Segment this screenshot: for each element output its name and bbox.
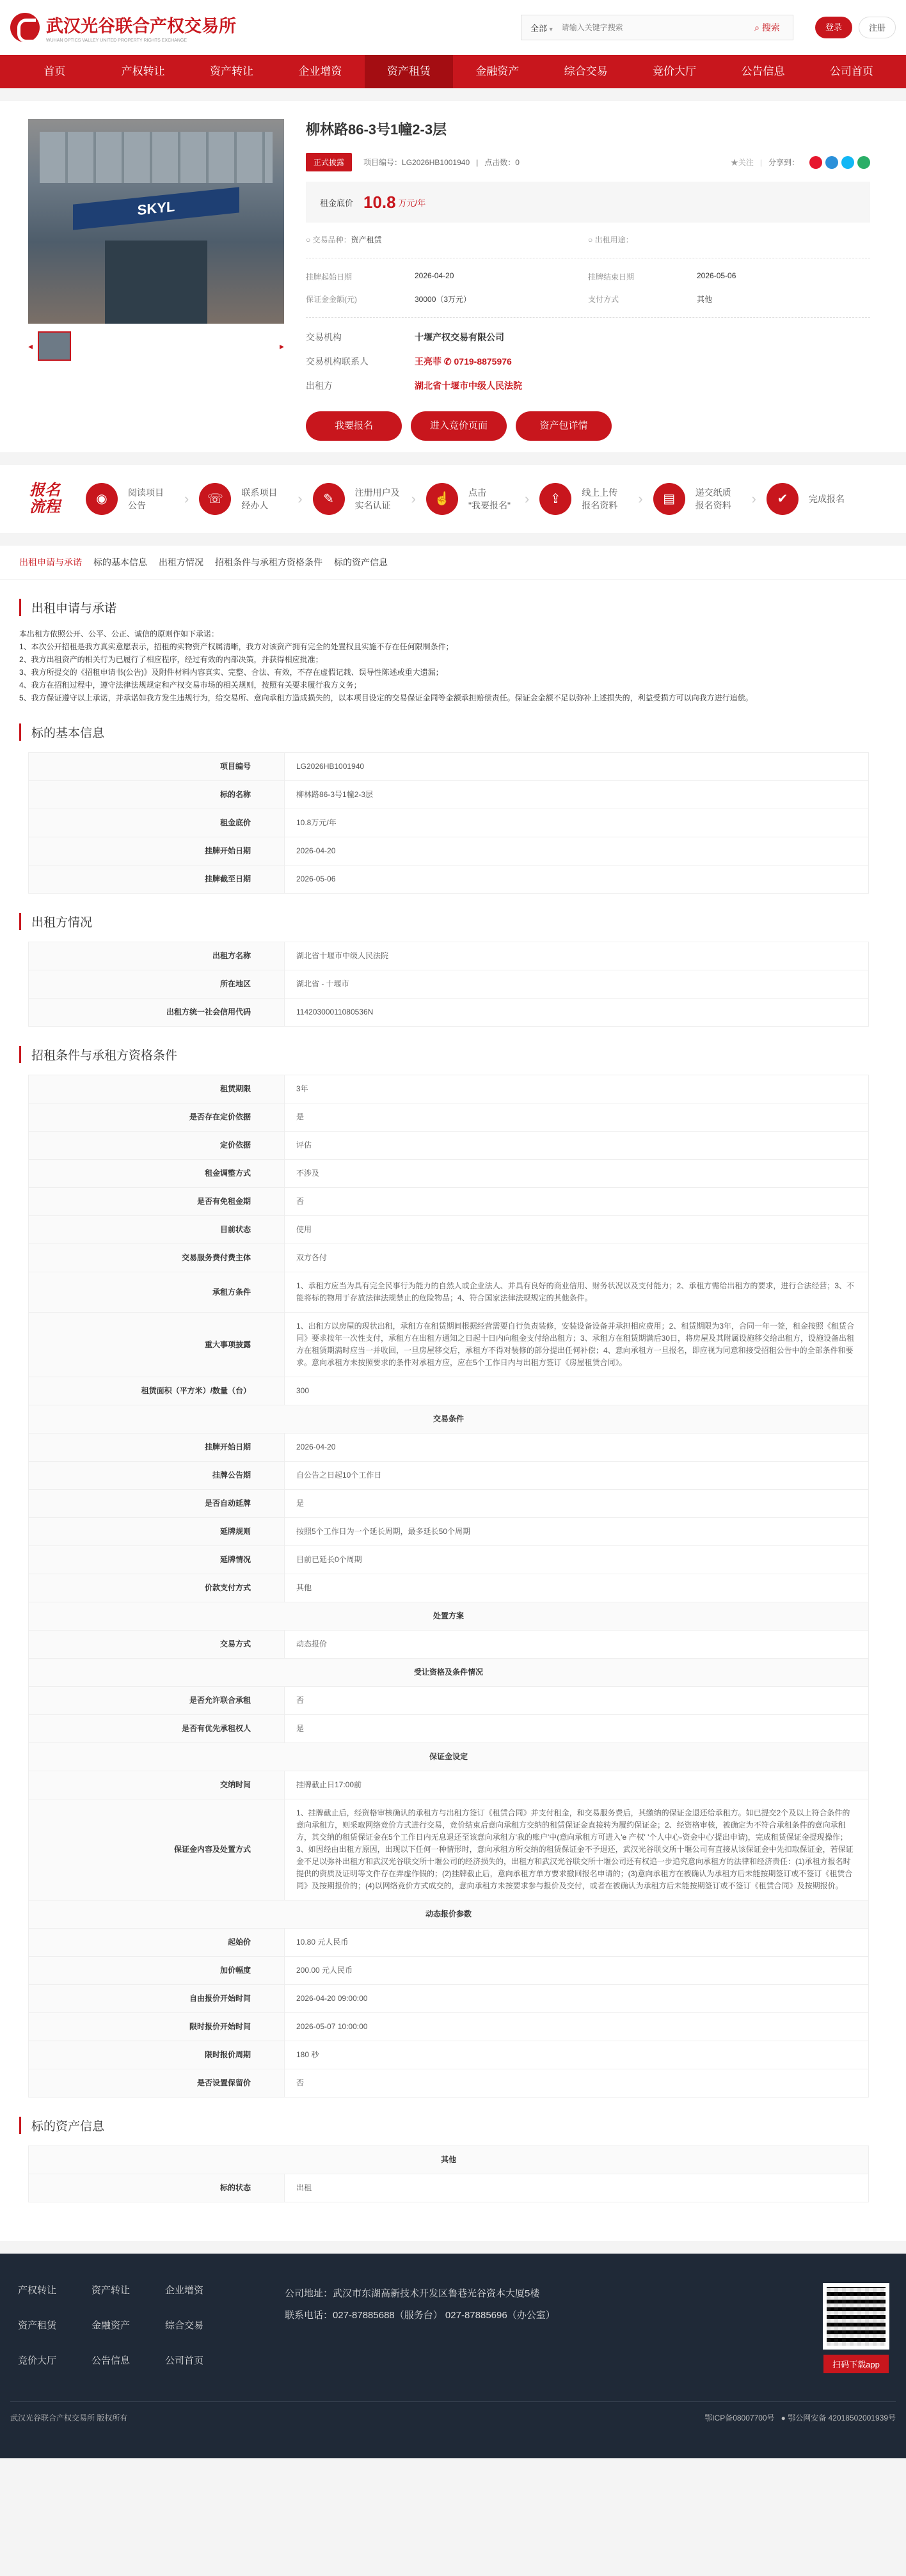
table-value: 否 [285,1188,869,1216]
project-summary: SKYL ◂ ▸ 柳林路86-3号1幢2-3层 正式披露 项目编号： LG2026HB1001940 | 点击数： 0 ★关注 | 分享到： 租金底价 10.8 万元/年 ○ 交易品种：资产租赁 ○ 出租用途： 挂牌起始日期 2026-04-20 挂牌结束日期 2026-05-06 保证金金额(元) 30000（3万元） 支付方式 其他 交易机构 十堰产权交易有限公司 交易机构联系人 王亮菲 ✆ 0719-8875976 出租方 湖北省十堰市中级人民法院 我要报名 进入竞价页面 资产包详情 [0,101,906,452]
signup-button[interactable]: 我要报名 [306,411,402,441]
step-label [809,493,860,505]
table-key: 标的状态 [29,2174,285,2202]
step-line: 报名资料 [695,500,731,510]
table-row [29,942,869,970]
table-row [29,1405,869,1434]
table-key: 租赁期限 [29,1075,285,1103]
info-value: 其他 [697,295,713,304]
tab-item[interactable]: 标的基本信息 [93,557,147,567]
logo-icon [10,13,40,42]
table-group-header: 其他 [29,2146,869,2174]
table-value: 湖北省十堰市中级人民法院 [285,942,869,970]
commit-line: 2、我方出租资产的相关行为已履行了相应程序，经过有效的内部决策，并获得相应批准； [19,655,323,664]
wechat-icon[interactable] [857,156,870,169]
section-title-lessor: 出租方情况 [19,913,887,930]
table-key: 交纳时间 [29,1771,285,1799]
table-value: LG2026HB1001940 [285,753,869,781]
info-label: 支付方式 [588,295,619,304]
table-key: 挂牌截至日期 [29,865,285,894]
table-row [29,1244,869,1272]
qzone-icon[interactable] [825,156,838,169]
table-value: 300 [285,1377,869,1405]
table-key: 重大事项披露 [29,1313,285,1377]
table-row [29,2146,869,2174]
flow-logo: 报名 流程 [29,482,60,516]
table-key: 标的名称 [29,781,285,809]
table-value: 11420300011080536N [285,999,869,1027]
nav-item[interactable]: 竞价大厅 [653,65,697,77]
site-logo[interactable] [10,12,236,43]
table-key: 自由报价开始时间 [29,1985,285,2013]
info-value: 2026-05-06 [697,271,736,280]
police-link[interactable]: 鄂公网安备 42018502001939号 [788,2414,896,2422]
step-line: 注册用户及 [354,487,400,498]
flow-step [86,483,189,515]
table-key: 是否允许联合承租 [29,1687,285,1715]
chevron-down-icon: ▾ [549,26,553,33]
commit-line: 3、我方所提交的《招租申请书(公告)》及附件材料内容真实、完整、合法、有效，不存在虚假记载、误导性陈述或重大遗漏； [19,668,443,677]
step-icon: ✎ [313,483,345,515]
table-row [29,1771,869,1799]
table-group-header: 动态报价参数 [29,1900,869,1929]
table-row [29,1490,869,1518]
table-value: 湖北省 - 十堰市 [285,970,869,999]
tab-item[interactable]: 出租申请与承诺 [19,557,82,567]
footer-link[interactable]: 金融资产 [91,2320,131,2331]
table-key: 租赁面积（平方米）/数量（台） [29,1377,285,1405]
login-button[interactable]: 登录 [815,17,852,38]
footer-link[interactable]: 产权转让 [18,2285,57,2296]
flow-step [767,483,860,515]
step-label [128,486,179,512]
arrow-right-icon: › [184,491,189,507]
footer-address: 公司地址：武汉市东湖高新技术开发区鲁巷光谷资本大厦5楼 [285,2288,540,2299]
step-line: 联系项目 [241,487,278,498]
nav-item[interactable]: 公告信息 [741,65,785,77]
arrow-right-icon: › [524,491,530,507]
table-row [29,1957,869,1985]
step-icon: ◉ [86,483,118,515]
table-key: 价款支付方式 [29,1574,285,1602]
table-value: 目前已延长0个周期 [285,1546,869,1574]
table-row [29,837,869,865]
table-value: 按照5个工作日为一个延长周期，最多延长50个周期 [285,1518,869,1546]
step-icon: ☏ [199,483,231,515]
favorite-button[interactable]: ★关注 [730,158,754,167]
table-key: 延牌情况 [29,1546,285,1574]
search-bar [521,15,793,40]
table-key: 是否有优先承租权人 [29,1715,285,1743]
table-value: 是 [285,1715,869,1743]
table-row [29,1929,869,1957]
table-value: 2026-05-07 10:00:00 [285,2013,869,2041]
main-nav [0,55,906,88]
assets-table [28,2145,869,2202]
footer-link[interactable]: 资产租赁 [18,2320,57,2331]
table-row [29,753,869,781]
table-row [29,2013,869,2041]
table-key: 所在地区 [29,970,285,999]
police-badge-icon: ● [781,2414,786,2422]
step-icon: ☝ [426,483,458,515]
step-label [582,486,633,512]
table-value: 其他 [285,1574,869,1602]
table-row [29,781,869,809]
table-value: 3年 [285,1075,869,1103]
flow-step [313,483,416,515]
table-key: 是否自动延牌 [29,1490,285,1518]
table-value: 2026-04-20 09:00:00 [285,1985,869,2013]
icp-link[interactable]: 鄂ICP备08007700号 [704,2414,775,2422]
step-icon: ✔ [767,483,799,515]
table-row [29,1075,869,1103]
table-row [29,1462,869,1490]
table-row [29,1631,869,1659]
footer-link[interactable]: 竞价大厅 [18,2355,57,2366]
info-value: 30000（3万元） [415,295,472,304]
register-button[interactable]: 注册 [859,17,896,38]
table-value: 否 [285,2069,869,2098]
table-value: 出租 [285,2174,869,2202]
step-label [695,486,747,512]
app-qr-code [823,2283,889,2350]
table-key: 目前状态 [29,1216,285,1244]
table-row [29,809,869,837]
step-line: 公告 [128,500,146,510]
nav-item[interactable]: 公司首页 [829,65,873,77]
thumbnail[interactable] [38,331,71,361]
logo-subtitle: WUHAN OPTICS VALLEY UNITED PROPERTY RIGHTS EXCHANGE [46,38,187,43]
table-row [29,1188,869,1216]
property-photo: SKYL [28,119,284,324]
flow-step [653,483,756,515]
copyright: 武汉光谷联合产权交易所 版权所有 [10,2414,128,2422]
step-line: 经办人 [241,500,269,510]
table-key: 限时报价开始时间 [29,2013,285,2041]
step-line: 递交纸质 [695,487,731,498]
arrow-right-icon: › [298,491,303,507]
table-value: 动态报价 [285,1631,869,1659]
table-value: 10.8万元/年 [285,809,869,837]
table-row [29,1103,869,1132]
info-value: 2026-04-20 [415,271,454,280]
table-row [29,1377,869,1405]
commit-line: 1、本次公开招租是我方真实意愿表示，招租的实物资产权属清晰，我方对该资产拥有完全的处置权且实施不存在任何限制条件； [19,642,454,651]
table-group-header: 受让资格及条件情况 [29,1659,869,1687]
signup-flow [0,465,906,533]
detail-section [0,546,906,2241]
footer-link[interactable]: 企业增资 [165,2285,204,2296]
table-key: 租金调整方式 [29,1160,285,1188]
table-key: 交易方式 [29,1631,285,1659]
footer-link[interactable]: 公司首页 [165,2355,204,2366]
table-key: 延牌规则 [29,1518,285,1546]
nav-item[interactable]: 金融资产 [475,65,520,77]
table-value: 1、承租方应当为具有完全民事行为能力的自然人或企业法人、并具有良好的商业信用、财务状况以及支付能力；2、承租方需给出租方的要求，进行合法经营；3、不能将标的物用于存放法律法规禁止的危险物品；4、符合国家法律法规规定的其他条件。 [285,1272,869,1313]
contact-person: 王亮菲 ✆ 0719-8875976 [415,356,512,367]
table-row [29,1743,869,1771]
table-value: 1、挂牌截止后，经资格审核确认的承租方与出租方签订《租赁合同》并支付租金，和交易服务费后，其缴纳的保证金退还给承租方。如已提交2个及以上符合条件的意向承租方，则采取网络竞价方式进行交易，竞价结束后意向承租方交纳的租赁保证金直接转为履约保证金；2、经资格审核，被确定为不符合承租条件的意向承租方，其交纳的租赁保证金在5个工作日内无息退还至该意向承租方'我的账户'中(意向承租方可进入'e 产权' '个人中心-资金中心'提出申请)，完成租赁保证金提现操作；3、如因经由出租方原因，出现以下任何一种情形时，意向承租方所交纳的租赁保证金不予退还，武汉光谷联交所十堰公司有直接从该保证金中先扣取保证金，若保证金不足以弥补出租方和武汉光谷联交所十堰公司的经济损失的，出租方和武汉光谷联交所十堰公司还有权追一步追究意向承租方的法律和经济责任：(1)承租方报名时提供的资质及证明等文件存在弄虚作假的；(2)挂牌截止后，意向承租方单方要求撤回报名申请的；(3)意向承租方在被确认为承租方后未能按期签订或不签订《租赁合同》及按期报价的；(4)以网络竞价方式成交的，意向承租方未按要求参与报价及交付，或者在被确认为承租方后未能按期签订或不签订《租赁合同》及按期报价。 [285,1799,869,1900]
table-value: 2026-04-20 [285,1434,869,1462]
prev-arrow-icon[interactable]: ◂ [28,340,33,351]
section-title-assets: 标的资产信息 [19,2117,887,2134]
logo-title: 武汉光谷联合产权交易所 [46,17,236,36]
table-key: 出租方名称 [29,942,285,970]
table-key: 是否有免租金期 [29,1188,285,1216]
footer-link[interactable]: 公告信息 [91,2355,131,2366]
table-value: 自公告之日起10个工作日 [285,1462,869,1490]
table-row [29,1687,869,1715]
table-row [29,1313,869,1377]
table-value: 2026-05-06 [285,865,869,894]
table-row [29,1216,869,1244]
search-category-select[interactable]: 全部 ▾ [530,23,553,33]
table-row [29,2041,869,2069]
footer-phone: 联系电话：027-87885688（服务台） 027-87885696（办公室） [285,2310,555,2321]
header [0,0,906,55]
table-row [29,999,869,1027]
flow-step [539,483,642,515]
table-value: 1、出租方以房屋的现状出租，承租方在租赁期间根据经营需要自行负责装修，安装设备设备并承担相应费用；2、租赁期限为3年，合同一年一签，租金按照《租赁合同》要求按年一次性支付，承租方在出租方通知之日起十日内向租金支付给出租方；3、承租方在租赁期满后30日，将房屋及其附属设施移交给出租方，设施设备出租方在租赁期满时应当一并收回，一旦房屋移交后，承租方不得对装修的部分提出任何补偿；4、意向承租方一旦报名，即应视为同意和接受招租公告中的全部条件和要求。意向承租方未按照要求的条件对承租方应，应在5个工作日内与出租方签订《房屋租赁合同》。 [285,1313,869,1377]
bidding-page-button[interactable]: 进入竞价页面 [411,411,507,441]
table-key: 挂牌公告期 [29,1462,285,1490]
star-icon: ★ [730,158,738,167]
arrow-right-icon: › [411,491,416,507]
tab-item[interactable]: 标的资产信息 [334,557,388,567]
table-row [29,1546,869,1574]
nav-item[interactable]: 资产转让 [210,65,254,77]
price-box: 租金底价 10.8 万元/年 [306,182,870,223]
table-row [29,1799,869,1900]
project-code: LG2026HB1001940 [402,157,470,167]
lessor-table [28,942,869,1027]
flow-step [199,483,302,515]
flow-step [426,483,529,515]
search-icon: ⌕ [754,22,759,33]
status-badge: 正式披露 [306,153,352,171]
table-key: 出租方统一社会信用代码 [29,999,285,1027]
table-key: 加价幅度 [29,1957,285,1985]
search-input[interactable] [562,15,742,40]
exchange-org: 十堰产权交易有限公司 [415,332,504,342]
table-value: 否 [285,1687,869,1715]
info-label: 保证金金额(元) [306,295,357,304]
section-title-commit: 出租申请与承诺 [19,599,887,616]
nav-item[interactable]: 资产租赁 [365,55,453,88]
section-title-basic: 标的基本信息 [19,723,887,741]
table-key: 承租方条件 [29,1272,285,1313]
step-label [241,486,292,512]
table-value: 评估 [285,1132,869,1160]
view-count: 0 [515,157,520,167]
table-group-header: 处置方案 [29,1602,869,1631]
table-key: 挂牌开始日期 [29,1434,285,1462]
table-value: 2026-04-20 [285,837,869,865]
step-line: "我要报名" [468,500,511,510]
table-value: 不涉及 [285,1160,869,1188]
table-group-header: 保证金设定 [29,1743,869,1771]
tab-item[interactable]: 出租方情况 [159,557,203,567]
table-row [29,1602,869,1631]
table-row [29,1900,869,1929]
tab-item[interactable]: 招租条件与承租方资格条件 [215,557,322,567]
table-row [29,865,869,894]
footer-link[interactable]: 综合交易 [165,2320,204,2331]
next-arrow-icon[interactable]: ▸ [279,340,284,351]
step-line: 阅读项目 [128,487,164,498]
table-key: 租金底价 [29,809,285,837]
table-row [29,1518,869,1546]
search-button[interactable]: ⌕ 搜索 [754,22,780,33]
step-icon: ▤ [653,483,685,515]
table-value: 是 [285,1490,869,1518]
step-line: 线上上传 [582,487,618,498]
table-group-header: 交易条件 [29,1405,869,1434]
commit-line: 4、我方在招租过程中，遵守法律法规规定和产权交易市场的相关规则，按照有关要求履行我方义务； [19,681,362,690]
table-key: 定价依据 [29,1132,285,1160]
asset-package-button[interactable]: 资产包详情 [516,411,612,441]
table-value: 10.80 元人民币 [285,1929,869,1957]
table-key: 起始价 [29,1929,285,1957]
commit-line: 本出租方依照公开、公平、公正、诚信的原则作如下承诺： [19,629,219,638]
qq-icon[interactable] [841,156,854,169]
table-value: 180 秒 [285,2041,869,2069]
table-row [29,1434,869,1462]
footer-link[interactable]: 资产转让 [91,2285,131,2296]
table-value: 柳林路86-3号1幢2-3层 [285,781,869,809]
table-key: 保证金内容及处置方式 [29,1799,285,1900]
table-row [29,1160,869,1188]
table-row [29,2174,869,2202]
basic-table [28,752,869,894]
table-row [29,1715,869,1743]
info-label: 挂牌起始日期 [306,273,353,281]
step-label [468,486,520,512]
table-row [29,1132,869,1160]
table-key: 是否设置保留价 [29,2069,285,2098]
app-download-button[interactable]: 扫码下载app [823,2355,889,2373]
table-row [29,970,869,999]
table-value: 使用 [285,1216,869,1244]
section-title-conditions: 招租条件与承租方资格条件 [19,1046,887,1063]
nav-item[interactable]: 企业增资 [298,65,342,77]
table-row [29,2069,869,2098]
step-line: 报名资料 [582,500,618,510]
nav-item[interactable]: 综合交易 [564,65,608,77]
footer [0,2254,906,2458]
lessor-name: 湖北省十堰市中级人民法院 [415,381,522,391]
step-line: 实名认证 [354,500,391,510]
nav-item[interactable]: 产权转让 [121,65,165,77]
table-value: 挂牌截止日17:00前 [285,1771,869,1799]
table-key: 交易服务费付费主体 [29,1244,285,1272]
info-label: 挂牌结束日期 [588,273,635,281]
step-label [355,486,406,512]
table-key: 项目编号 [29,753,285,781]
nav-item[interactable]: 首页 [44,65,66,77]
table-row [29,1659,869,1687]
arrow-right-icon: › [751,491,756,507]
table-value: 200.00 元人民币 [285,1957,869,1985]
step-line: 点击 [468,487,486,498]
table-row [29,1985,869,2013]
table-key: 限时报价周期 [29,2041,285,2069]
step-line: 完成报名 [808,494,845,504]
commit-line: 5、我方保证遵守以上承诺，并承诺如我方发生违规行为，给交易所、意向承租方造成损失的，以本项目设定的交易保证金同等金额承担赔偿责任。保证金金额不足以弥补上述损失的，利益受损方可以向我方进行追偿。 [19,693,753,702]
project-title: 柳林路86-3号1幢2-3层 [306,122,447,138]
conditions-table [28,1075,869,2098]
table-value: 是 [285,1103,869,1132]
table-row [29,1574,869,1602]
arrow-right-icon: › [638,491,643,507]
step-icon: ⇪ [539,483,571,515]
image-gallery [28,119,284,441]
table-row [29,1272,869,1313]
table-key: 挂牌开始日期 [29,837,285,865]
weibo-icon[interactable] [809,156,822,169]
category-value: 资产租赁 [351,235,382,244]
table-key: 是否存在定价依据 [29,1103,285,1132]
table-value: 双方各付 [285,1244,869,1272]
price-value: 10.8 [363,192,396,212]
